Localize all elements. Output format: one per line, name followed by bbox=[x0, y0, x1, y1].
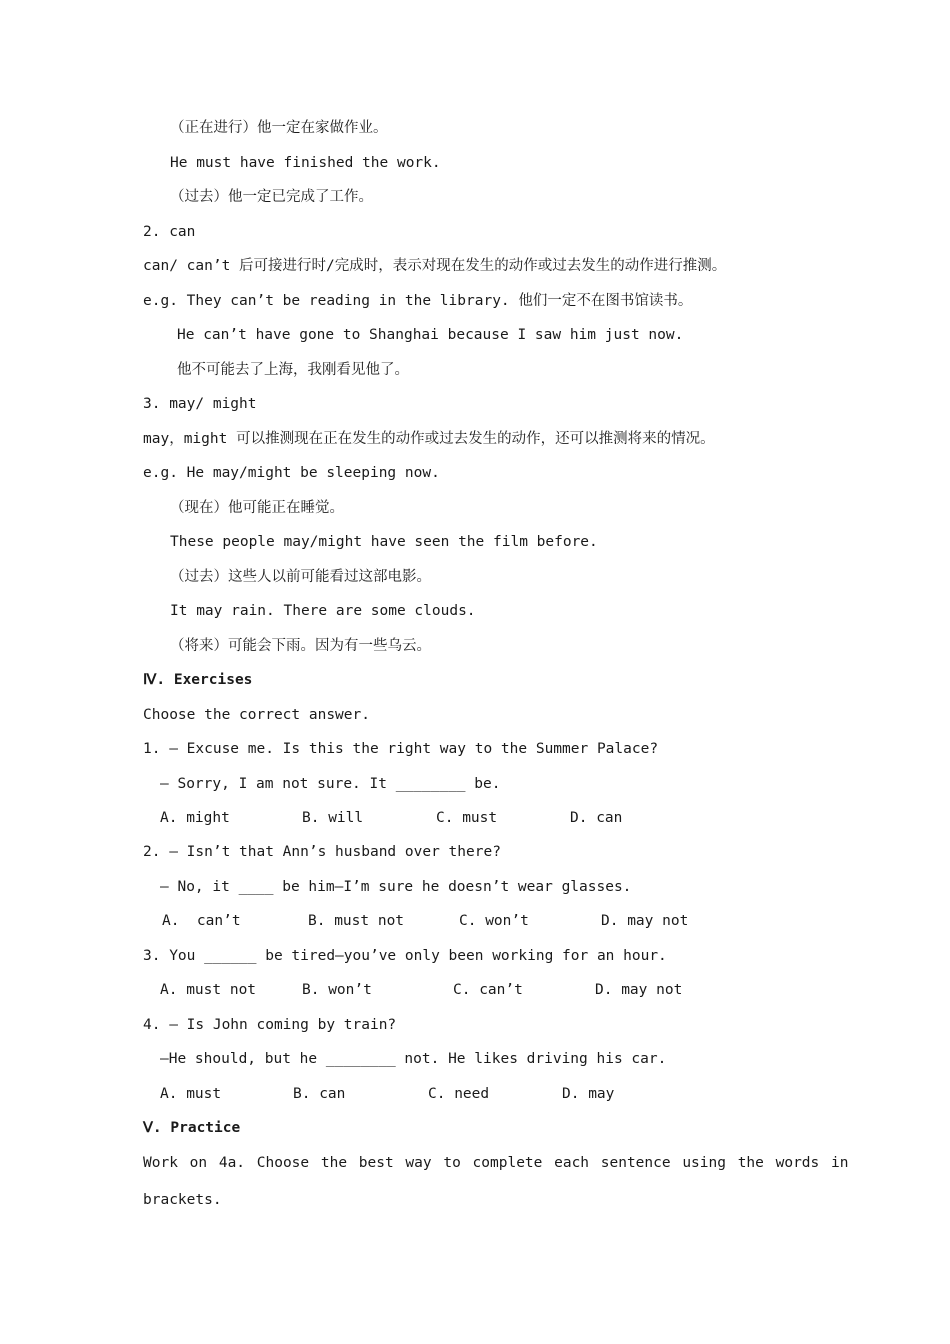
option-b: B. won’t bbox=[302, 982, 372, 998]
option-b: B. can bbox=[293, 1086, 346, 1102]
option-d: D. may bbox=[562, 1086, 615, 1102]
question-text: — No, it ____ be him—I’m sure he doesn’t wear glasses. bbox=[160, 879, 632, 895]
example-line: It may rain. There are some clouds. bbox=[170, 603, 476, 619]
option-d: D. may not bbox=[601, 913, 689, 929]
section-heading-can: 2. can bbox=[143, 224, 196, 240]
option-a: A. must not bbox=[160, 982, 257, 998]
question-text: —He should, but he ________ not. He likes driving his car. bbox=[160, 1051, 667, 1067]
text-line: （过去）这些人以前可能看过这部电影。 bbox=[170, 569, 431, 585]
practice-text: Work on 4a. Choose the best way to complete each sentence using the words in bbox=[143, 1155, 849, 1171]
text-line: may，might 可以推测现在正在发生的动作或过去发生的动作，还可以推测将来的情况。 bbox=[143, 431, 715, 447]
example-line: e.g. They can’t be reading in the library. 他们一定不在图书馆读书。 bbox=[143, 293, 693, 309]
text-line: （正在进行）他一定在家做作业。 bbox=[170, 120, 388, 136]
text-line: （过去）他一定已完成了工作。 bbox=[170, 189, 373, 205]
example-line: e.g. He may/might be sleeping now. bbox=[143, 465, 440, 481]
question-text: 2. — Isn’t that Ann’s husband over there? bbox=[143, 844, 501, 860]
practice-text: brackets. bbox=[143, 1192, 222, 1208]
option-a: A. must bbox=[160, 1086, 222, 1102]
option-a: A. might bbox=[160, 810, 230, 826]
text-line: can/ can’t 后可接进行时/完成时，表示对现在发生的动作或过去发生的动作进行推测。 bbox=[143, 258, 727, 274]
option-a: A. can’t bbox=[162, 913, 241, 929]
option-b: B. will bbox=[302, 810, 364, 826]
option-c: C. can’t bbox=[453, 982, 523, 998]
option-c: C. must bbox=[436, 810, 498, 826]
text-line: （将来）可能会下雨。因为有一些乌云。 bbox=[170, 638, 431, 654]
question-text: 4. — Is John coming by train? bbox=[143, 1017, 397, 1033]
text-line: （现在）他可能正在睡觉。 bbox=[170, 500, 344, 516]
question-text: 3. You ______ be tired—you’ve only been working for an hour. bbox=[143, 948, 667, 964]
example-line: These people may/might have seen the film before. bbox=[170, 534, 598, 550]
section-heading-may-might: 3. may/ might bbox=[143, 396, 257, 412]
option-b: B. must not bbox=[308, 913, 405, 929]
exercises-heading: Ⅳ. Exercises bbox=[143, 672, 253, 688]
practice-heading: Ⅴ. Practice bbox=[143, 1120, 241, 1136]
question-text: — Sorry, I am not sure. It ________ be. bbox=[160, 776, 501, 792]
exercises-instruction: Choose the correct answer. bbox=[143, 707, 370, 723]
option-c: C. won’t bbox=[459, 913, 529, 929]
option-d: D. can bbox=[570, 810, 623, 826]
option-d: D. may not bbox=[595, 982, 683, 998]
text-line: 他不可能去了上海，我刚看见他了。 bbox=[177, 362, 409, 378]
text-line: He must have finished the work. bbox=[170, 155, 441, 171]
option-c: C. need bbox=[428, 1086, 490, 1102]
question-text: 1. — Excuse me. Is this the right way to the Summer Palace? bbox=[143, 741, 659, 757]
example-line: He can’t have gone to Shanghai because I saw him just now. bbox=[177, 327, 684, 343]
